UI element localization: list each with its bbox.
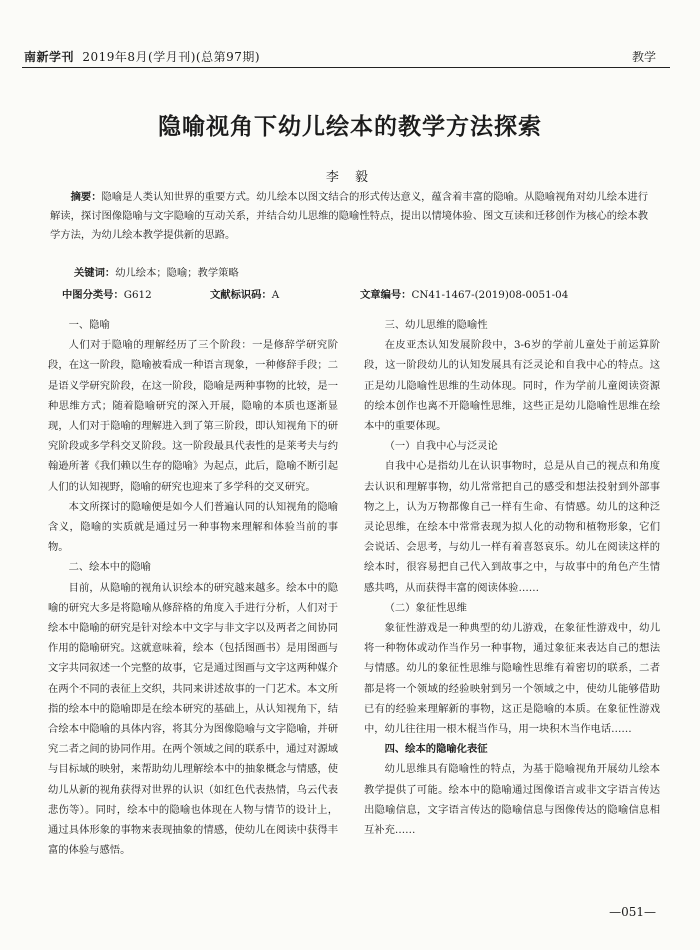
article-no-value: CN41-1467-(2019)08-0051-04 [411, 289, 569, 301]
section-label: 教学 [631, 50, 656, 64]
clc-label: 中图分类号： [62, 289, 124, 301]
paragraph: 自我中心是指幼儿在认识事物时，总是从自己的视点和角度去认识和理解事物，幼儿常常把自己的感受和想法投射到外部事物之上，认为万物都像自己一样有生命、有情感。幼儿的这种泛灵论思维，在绘本中常常表现为拟人化的动物和植物形象，它们会说话、会思考，与幼儿一样有着喜怒哀乐。幼儿在阅读这样的绘本时，很容易把自己代入到故事之中，与故事中的角色产生情感共鸣，从而获得丰富的阅读体验…… [364, 460, 660, 594]
doc-code-value: A [271, 289, 280, 301]
section-heading-3: 三、幼儿思维的隐喻性 [384, 319, 488, 331]
abstract-text: 隐喻是人类认知世界的重要方式。幼儿绘本以图文结合的形式传达意义，蕴含着丰富的隐喻。从隐喻视角对幼儿绘本进行解读，探讨图像隐喻与文字隐喻的互动关系，并结合幼儿思维的隐喻性特点，提出以情境体验、图文互读和迁移创作为核心的绘本教学方法，为幼儿绘本教学提供新的思路。 [50, 191, 649, 241]
keywords-label: 关键词： [74, 267, 116, 279]
article-title: 隐喻视角下幼儿绘本的教学方法探索 [158, 113, 542, 140]
paragraph: 人们对于隐喻的理解经历了三个阶段：一是修辞学研究阶段，在这一阶段，隐喻被看成一种语言现象，一种修辞手段；二是语义学研究阶段，在这一阶段，隐喻是两种事物的比较，是一种思维方式；随着隐喻研究的深入开展，隐喻的本质也逐渐显现，人们对于隐喻的理解进入到了第三阶段，即认知视角下的研究阶段或多学科交叉阶段。这一阶段最具代表性的是莱考夫与约翰逊所著《我们赖以生存的隐喻》为起点，此后，隐喻不断引起人们的认知视野，隐喻的研究也迎来了多学科的交叉研究。 [48, 339, 338, 493]
left-column [48, 315, 338, 860]
paragraph: 在皮亚杰认知发展阶段中，3-6岁的学前儿童处于前运算阶段，这一阶段幼儿的认知发展具有泛灵论和自我中心的特点。这正是幼儿隐喻性思维的生动体现。同时，作为学前儿童阅读资源的绘本创作也离不开隐喻性思维，这些正是幼儿隐喻性思维在绘本中的重要体现。 [364, 339, 660, 433]
section-heading-2: 二、绘本中的隐喻 [68, 561, 151, 574]
article-author: 李 毅 [325, 170, 375, 185]
section-heading-1: 一、隐喻 [68, 319, 110, 331]
running-header [24, 48, 260, 65]
paragraph: 幼儿思维具有隐喻性的特点，为基于隐喻视角开展幼儿绘本教学提供了可能。绘本中的隐喻通过图像语言或非文字语言传达出隐喻信息，文字语言传达的隐喻信息与图像传达的隐喻信息相互补充…… [364, 763, 660, 837]
doc-code-label: 文献标识码： [210, 289, 272, 301]
issue-info: 2019年8月(学月刊)(总第97期) [82, 50, 261, 64]
right-column [364, 315, 660, 840]
article-number [360, 286, 568, 301]
abstract-label: 摘要： [70, 191, 102, 203]
paragraph: 本文所探讨的隐喻便是如今人们普遍认同的认知视角的隐喻含义，隐喻的实质就是通过另一种事物来理解和体验当前的事物。 [48, 500, 338, 554]
clc-value: G612 [123, 289, 152, 301]
header-rule [22, 67, 670, 68]
subsection-heading: （二）象征性思维 [384, 601, 467, 614]
clc-number [62, 286, 152, 301]
paragraph: 象征性游戏是一种典型的幼儿游戏，在象征性游戏中，幼儿将一种物体或动作当作另一种事物，通过象征来表达自己的想法与情感。幼儿的象征性思维与隐喻性思维有着密切的联系，二者都是将一个领域的经验映射到另一个领域之中，使幼儿能够借助已有的经验来理解新的事物，这正是隐喻的本质。在象征性游戏中，幼儿往往用一根木棍当作马，用一块积木当作电话…… [364, 622, 660, 736]
section-heading-4: 四、绘本的隐喻化表征 [384, 743, 488, 756]
keywords [74, 264, 239, 279]
paragraph: 目前，从隐喻的视角认识绘本的研究越来越多。绘本中的隐喻的研究大多是将隐喻从修辞格的角度入手进行分析，人们对于绘本中隐喻的研究是针对绘本中文字与非文字以及两者之间协同作用的隐喻研究。这就意味着，绘本（包括图画书）是用图画与文字共同叙述一个完整的故事，它是通过图画与文字这两种媒介在两个不同的表征上交织，共同来讲述故事的一门艺术。本文所指的绘本中的隐喻即是在绘本研究的基础上，从认知视角下，结合绘本中隐喻的具体内容，将其分为图像隐喻与文字隐喻，并研究二者之间的协同作用。在两个领域之间的联系中，通过对源域与目标域的映射，来帮助幼儿理解绘本中的抽象概念与情感，使幼儿从新的视角获得对世界的认识（如红色代表热情，乌云代表悲伤等）。同时，绘本中的隐喻也体现在人物与情节的设计上，通过具体形象的事物来表现抽象的情感，使幼儿在阅读中获得丰富的体验与感悟。 [48, 581, 338, 857]
abstract [50, 188, 648, 245]
document-code [210, 286, 279, 301]
subsection-heading: （一）自我中心与泛灵论 [384, 440, 498, 453]
page-number: —051— [609, 905, 656, 919]
article-no-label: 文章编号： [360, 289, 412, 301]
journal-name: 南新学刊 [24, 50, 75, 64]
keywords-text: 幼儿绘本；隐喻；教学策略 [115, 267, 239, 279]
